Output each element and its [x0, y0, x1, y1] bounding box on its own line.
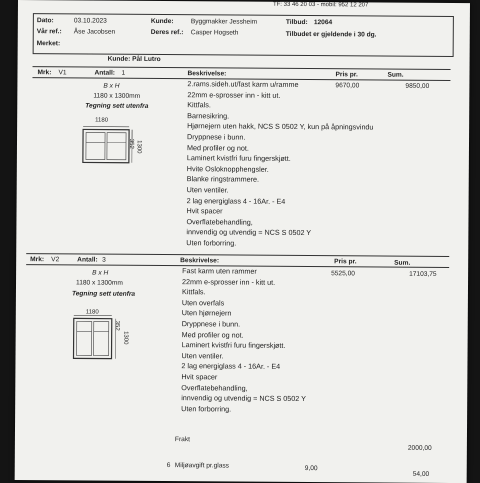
item2-mrk-value: V2	[51, 256, 59, 263]
description-line: Dryppnese i bunn.	[187, 132, 373, 144]
description-line: Hvit spacer	[186, 206, 372, 218]
dato-value: 03.10.2023	[74, 17, 107, 24]
item1-antall-label: Antall:	[94, 70, 115, 77]
description-line: Hjørnejern uten hakk, NCS S 0502 Y, kun på åpningsvindu	[187, 122, 373, 134]
description-line: Med profiler og not.	[182, 330, 307, 341]
frakt-label: Frakt	[175, 436, 190, 443]
description-line: Overflatebehandling,	[181, 383, 306, 394]
item1-sum-label: Sum.	[387, 72, 403, 79]
description-line: 2.rams.sideh.ut/fast karm u/ramme	[187, 79, 373, 91]
tilbud-value: 12064	[314, 19, 332, 26]
description-line: innvendig og utvendig = NCS S 0502 Y	[181, 393, 306, 404]
item1-mrk-value: V1	[58, 69, 66, 76]
item2-size-label: B x H	[92, 270, 108, 277]
description-line: Hvite Osloknopphengsler.	[187, 164, 373, 176]
merket-label: Merket:	[37, 40, 61, 47]
item2-price: 5525,00	[331, 270, 355, 277]
item1-size-label: B x H	[103, 83, 119, 90]
validity-text: Tilbudet er gjeldende i 30 dg.	[286, 31, 377, 39]
item2-pris-label: Pris pr.	[334, 258, 356, 265]
item2-sum-label: Sum.	[394, 260, 410, 267]
description-line: Barnesikring.	[187, 111, 373, 123]
item2-sum: 17103,75	[409, 271, 437, 278]
description-line: Uten hjørnejern	[182, 309, 307, 320]
miljo-sum: 54,00	[413, 471, 430, 478]
item1-description	[186, 79, 374, 250]
item1-dim-width: 1180	[95, 118, 108, 124]
description-line: 2 lag energiglass 4 - 16Ar. - E4	[181, 361, 306, 372]
description-line: Uten ventiler.	[181, 351, 306, 362]
item1-mrk-label: Mrk:	[37, 69, 51, 76]
description-line: Uten forborring.	[181, 404, 306, 415]
var-ref-label: Vår ref.:	[37, 28, 62, 35]
item2-antall-label: Antall:	[77, 256, 98, 263]
description-line: Med profiler og not.	[187, 143, 373, 155]
item1-sum: 9850,00	[405, 83, 429, 90]
item2-window-drawing	[71, 314, 127, 360]
quote-document	[15, 0, 470, 483]
description-line: innvendig og utvendig = NCS S 0502 Y	[186, 227, 372, 239]
item2-drawing-caption: Tegning sett utenfra	[72, 290, 135, 297]
item2-antall-value: 3	[102, 257, 106, 264]
var-ref-value: Åse Jacobsen	[74, 28, 115, 35]
description-line: 2 lag energiglass 4 - 16Ar. - E4	[187, 196, 373, 208]
item1-dim-height: 1300	[136, 140, 142, 153]
miljo-price: 9,00	[305, 465, 318, 472]
item1-pris-label: Pris pr.	[335, 71, 357, 78]
item1-antall-value: 1	[121, 70, 125, 77]
customer-line: Kunde: Pål Lutro	[108, 56, 161, 63]
deres-ref-value: Casper Hogseth	[191, 29, 239, 36]
dato-label: Dato:	[37, 17, 54, 24]
description-line: 22mm e-sprosser inn - kitt ut.	[182, 277, 307, 288]
description-line: Uten forborring.	[186, 238, 372, 250]
description-line: Uten overfals	[182, 298, 307, 309]
item2-mrk-label: Mrk:	[30, 256, 44, 263]
item1-beskrivelse-label: Beskrivelse:	[187, 70, 226, 77]
kunde-value: Byggmakker Jessheim	[191, 18, 257, 25]
item1-dim-inner: 352	[128, 139, 134, 149]
frakt-sum: 2000,00	[408, 445, 432, 452]
item2-description	[181, 266, 307, 415]
description-line: Fast karm uten rammer	[182, 266, 307, 277]
description-line: Blanke ringstrammere.	[187, 175, 373, 187]
item2-size-value: 1180 x 1300mm	[76, 279, 123, 286]
item1-size-value: 1180 x 1300mm	[93, 93, 140, 100]
description-line: Overflatebehandling,	[186, 217, 372, 229]
item2-dim-height: 1300	[122, 331, 128, 344]
item2-beskrivelse-label: Beskrivelse:	[180, 257, 219, 264]
item1-price: 9670,00	[335, 82, 359, 89]
item1-drawing-caption: Tegning sett utenfra	[85, 102, 148, 109]
item2-dim-inner: 352	[114, 321, 120, 331]
miljo-qty: 6	[167, 462, 171, 469]
description-line: Hvit spacer	[181, 372, 306, 383]
company-phone-line: TF: 33 46 20 03 - mobil: 952 12 207	[273, 2, 368, 9]
tilbud-label: Tilbud:	[286, 19, 308, 26]
description-line: Kittfals.	[182, 287, 307, 298]
item1-window-drawing	[81, 124, 145, 164]
description-line: Laminert kvistfri furu fingerskjøtt.	[187, 153, 373, 165]
item2-dim-width: 1180	[86, 309, 99, 315]
description-line: 22mm e-sprosser inn - kitt ut.	[187, 90, 373, 102]
miljo-label: Miljøavgift pr.glass	[175, 462, 229, 469]
description-line: Kittfals.	[187, 100, 373, 112]
deres-ref-label: Deres ref.:	[151, 29, 184, 36]
description-line: Laminert kvistfri furu fingerskjøtt.	[182, 340, 307, 351]
kunde-label: Kunde:	[151, 18, 174, 25]
description-line: Uten ventiler.	[187, 185, 373, 197]
description-line: Dryppnese i bunn.	[182, 319, 307, 330]
